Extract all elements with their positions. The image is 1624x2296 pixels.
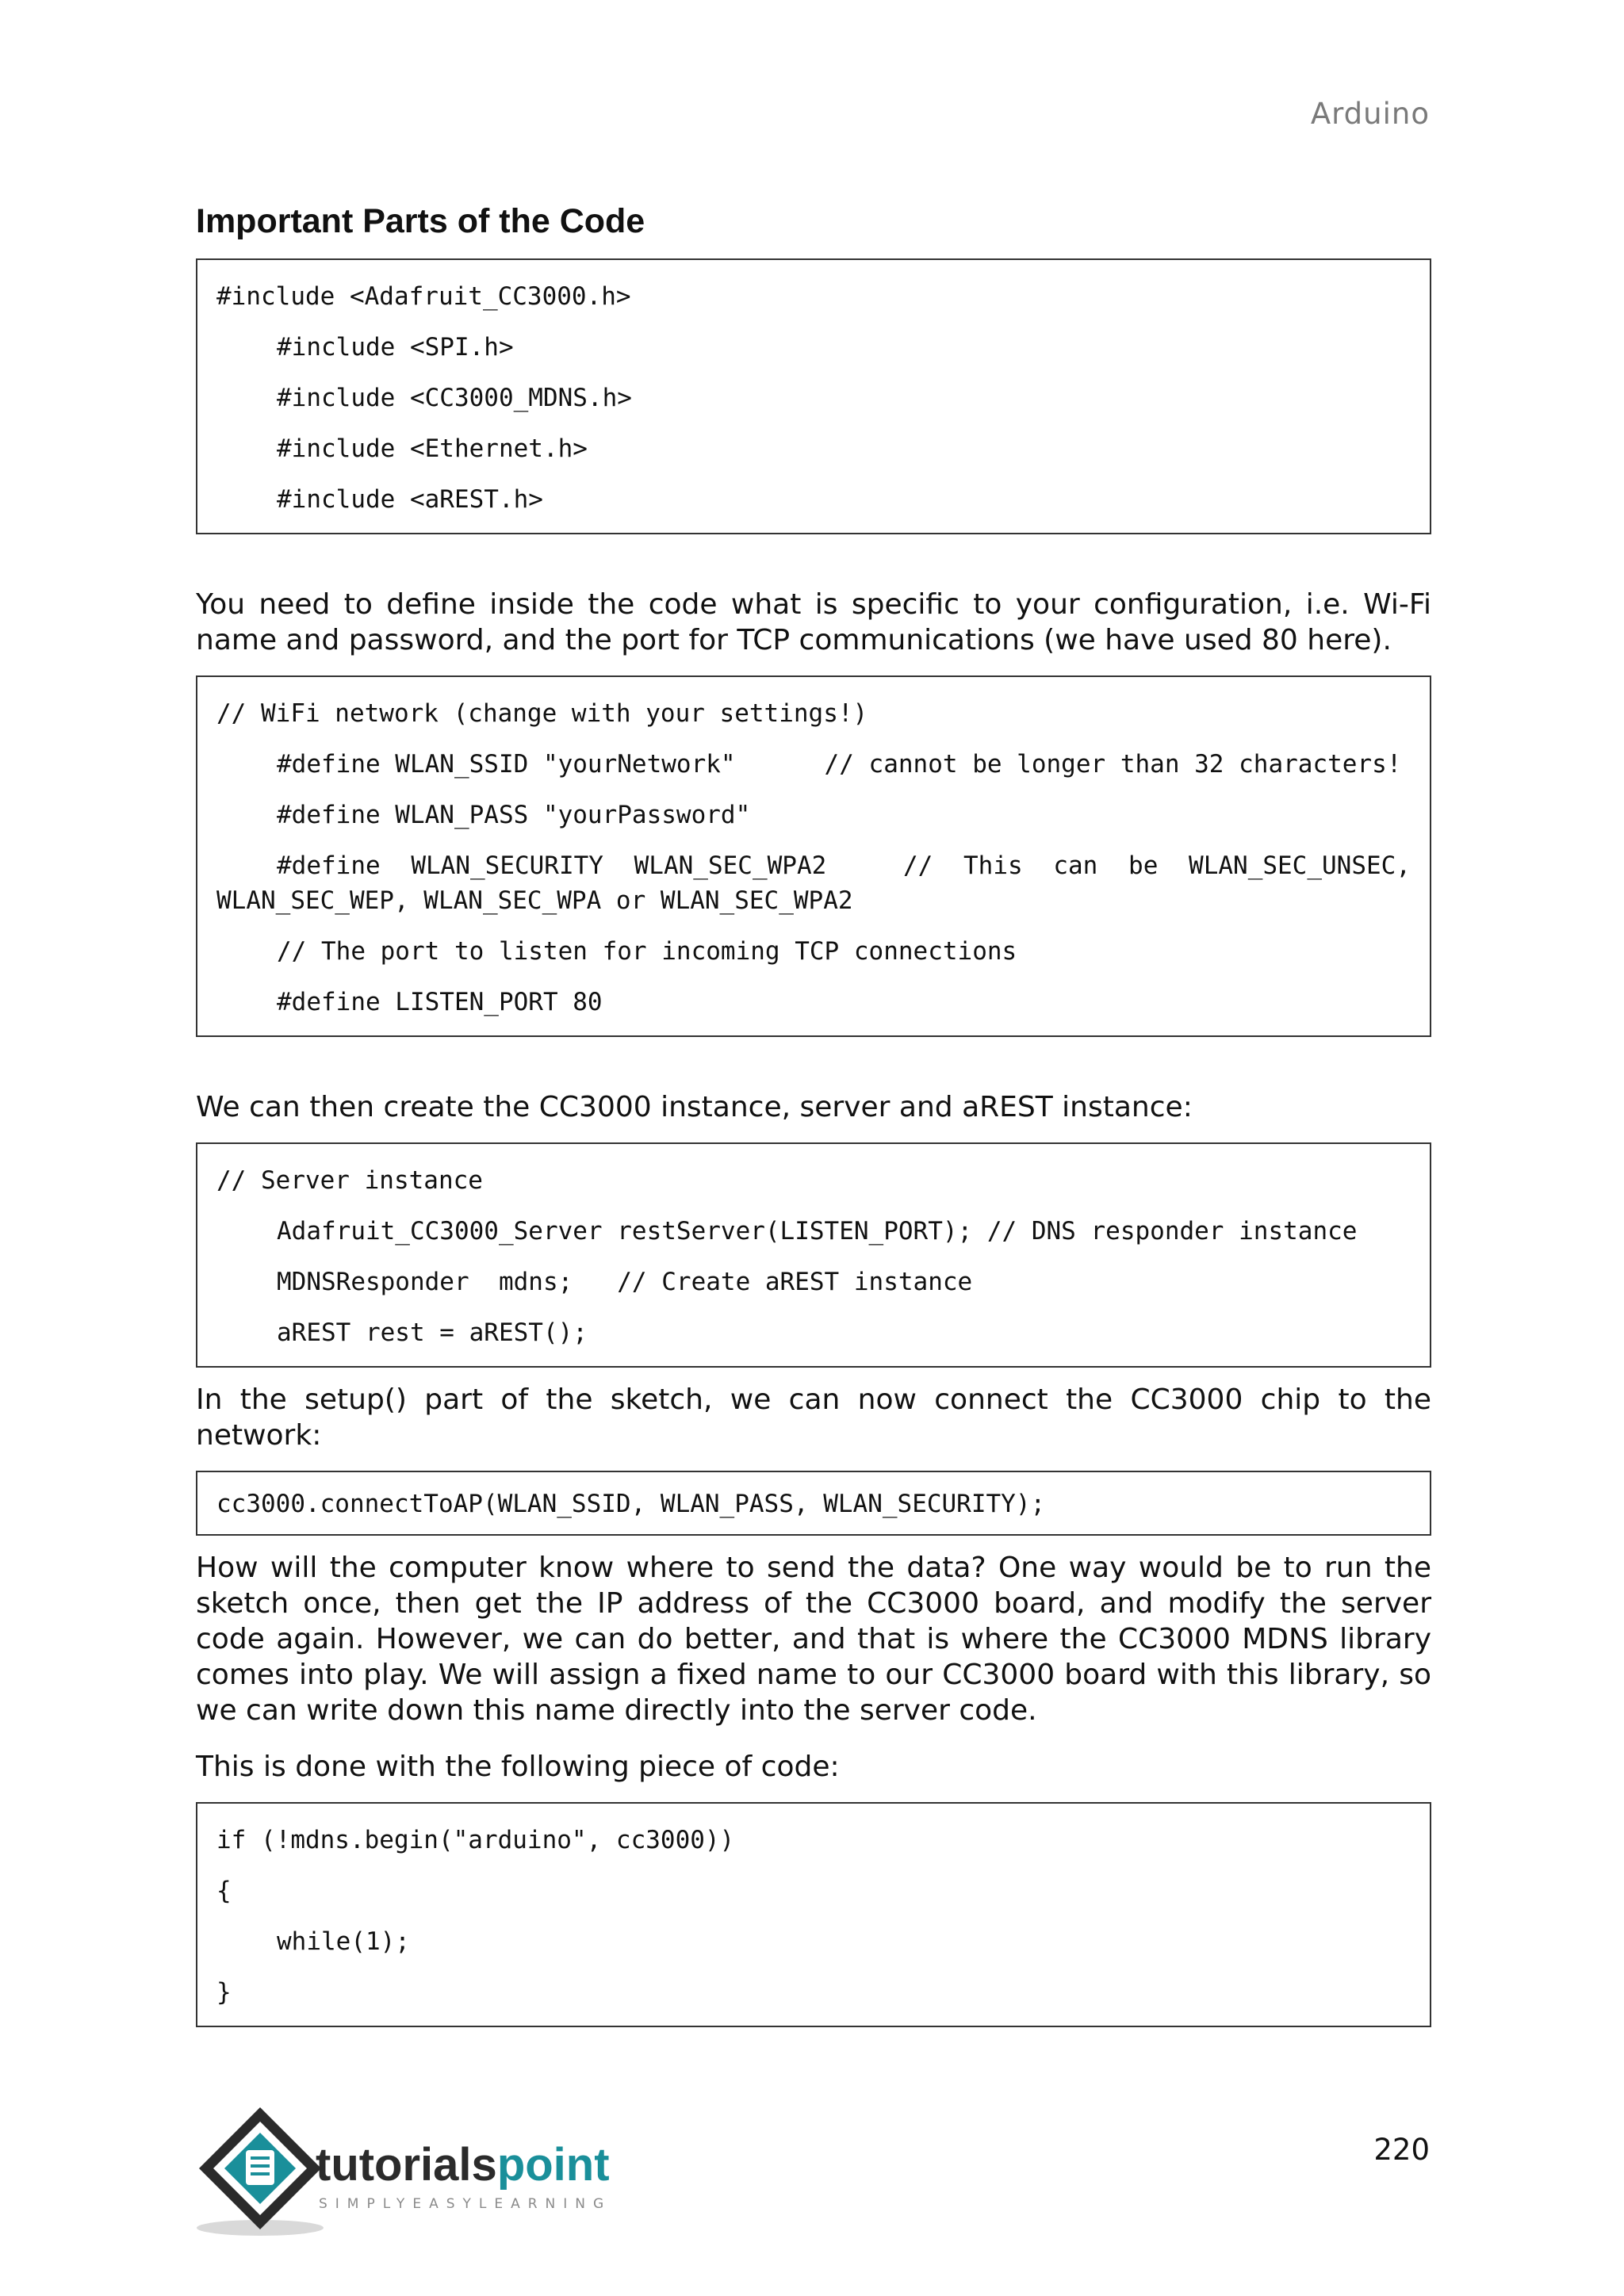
code-block-mdns-begin (196, 1802, 1431, 2027)
code-line: // The port to listen for incoming TCP connections (277, 937, 1017, 966)
code-line: if (!mdns.begin("arduino", cc3000)) (216, 1826, 735, 1854)
code-block-connect (196, 1471, 1431, 1536)
code-line: aREST rest = aREST(); (277, 1318, 588, 1347)
code-line: #define LISTEN_PORT 80 (277, 988, 603, 1016)
running-header: Arduino (1310, 97, 1430, 131)
code-line: // WiFi network (change with your settings!) (216, 699, 868, 728)
code-line: { (216, 1877, 232, 1905)
paragraph-instances: We can then create the CC3000 instance, server and aREST instance: (196, 1091, 1193, 1123)
code-block-includes (196, 258, 1431, 534)
section-heading: Important Parts of the Code (196, 202, 645, 240)
code-line: #include <SPI.h> (277, 333, 514, 362)
code-line: MDNSResponder mdns; // Create aREST instance (277, 1268, 973, 1296)
code-line: #include <Adafruit_CC3000.h> (216, 282, 631, 311)
page-number: 220 (1373, 2133, 1430, 2167)
code-line: #include <CC3000_MDNS.h> (277, 384, 632, 412)
logo-brand-text: tutorialspoint (316, 2139, 610, 2191)
code-line: #include <Ethernet.h> (277, 434, 588, 463)
code-block-wifi-settings (196, 675, 1431, 1037)
code-line: #define WLAN_SSID "yourNetwork" // cannot be longer than 32 characters! (277, 750, 1402, 779)
code-line: while(1); (277, 1927, 410, 1956)
code-line: #define WLAN_SECURITY WLAN_SEC_WPA2 // This can be WLAN_SEC_UNSEC, WLAN_SEC_WEP, WLAN_SEC_WPA or WLAN_SEC_WPA2 (216, 851, 1426, 915)
paragraph-setup: In the setup() part of the sketch, we can now connect the CC3000 chip to the network: (196, 1383, 1431, 1452)
paragraph-config: You need to define inside the code what is specific to your configuration, i.e. Wi-Fi name and password, and the port for TCP communications (we have used 80 here). (196, 588, 1431, 656)
paragraph-mdns: How will the computer know where to send the data? One way would be to run the sketch once, then get the IP address of the CC3000 board, and modify the server code again. However, we can do better, and that is where the CC3000 MDNS library comes into play. We will assign a fixed name to our CC3000 board with this library, so we can write down this name directly into the server code. (196, 1552, 1431, 1727)
logo-tagline: SIMPLYEASYLEARNING (319, 2196, 612, 2212)
tutorialspoint-logo (190, 2101, 634, 2240)
code-block-instances (196, 1142, 1431, 1368)
code-line: Adafruit_CC3000_Server restServer(LISTEN_PORT); // DNS responder instance (277, 1217, 1358, 1246)
code-line: } (216, 1978, 232, 2007)
code-line: #define WLAN_PASS "yourPassword" (277, 801, 751, 829)
code-line: cc3000.connectToAP(WLAN_SSID, WLAN_PASS, WLAN_SECURITY); (216, 1490, 1046, 1518)
paragraph-following-code: This is done with the following piece of code: (196, 1751, 840, 1783)
tutorialspoint-logo-icon (190, 2101, 634, 2240)
page-content (196, 202, 1431, 2027)
code-line: #include <aREST.h> (277, 485, 543, 514)
code-line: // Server instance (216, 1166, 483, 1195)
